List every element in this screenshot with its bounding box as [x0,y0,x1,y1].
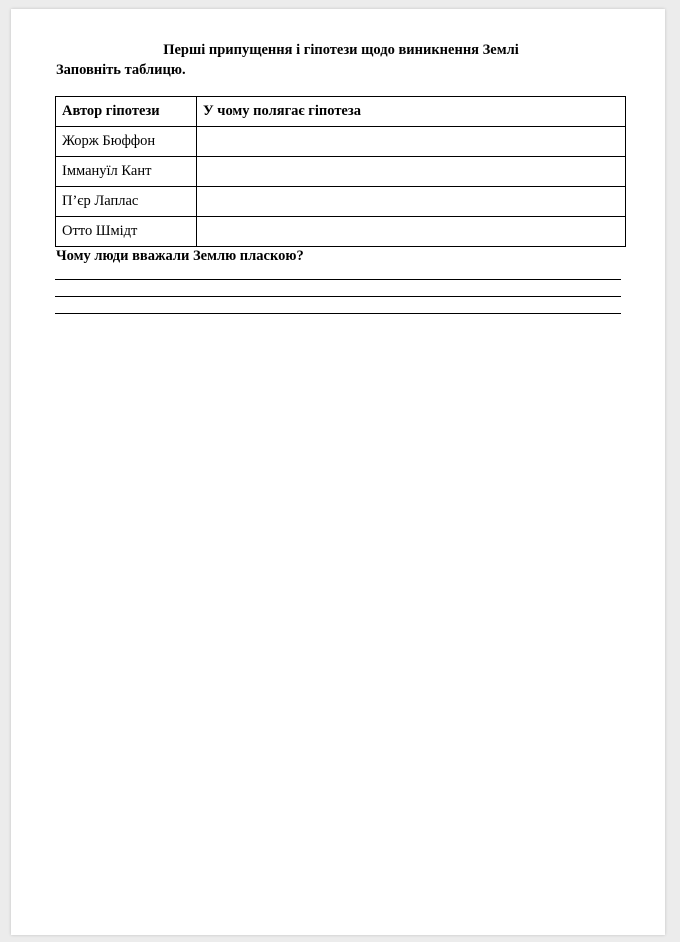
author-cell: Іммануїл Кант [56,157,197,187]
question-text: Чому люди вважали Землю пласкою? [56,248,304,264]
hypothesis-cell[interactable] [197,127,626,157]
document-title: Перші припущення і гіпотези щодо виникнення Землі [163,42,519,58]
author-cell: Отто Шмідт [56,217,197,247]
hypotheses-table [55,96,626,247]
answer-line[interactable] [55,296,621,297]
hypothesis-cell[interactable] [197,187,626,217]
document-page [11,9,665,935]
answer-line[interactable] [55,313,621,314]
header-hypothesis: У чому полягає гіпотеза [197,97,626,127]
header-author: Автор гіпотези [56,97,197,127]
instruction-text: Заповніть таблицю. [56,62,186,78]
table-row [56,217,626,247]
author-cell: П’єр Лаплас [56,187,197,217]
table-header-row [56,97,626,127]
author-cell: Жорж Бюффон [56,127,197,157]
answer-line[interactable] [55,279,621,280]
hypothesis-cell[interactable] [197,157,626,187]
hypothesis-cell[interactable] [197,217,626,247]
table-row [56,187,626,217]
table-row [56,127,626,157]
table-row [56,157,626,187]
